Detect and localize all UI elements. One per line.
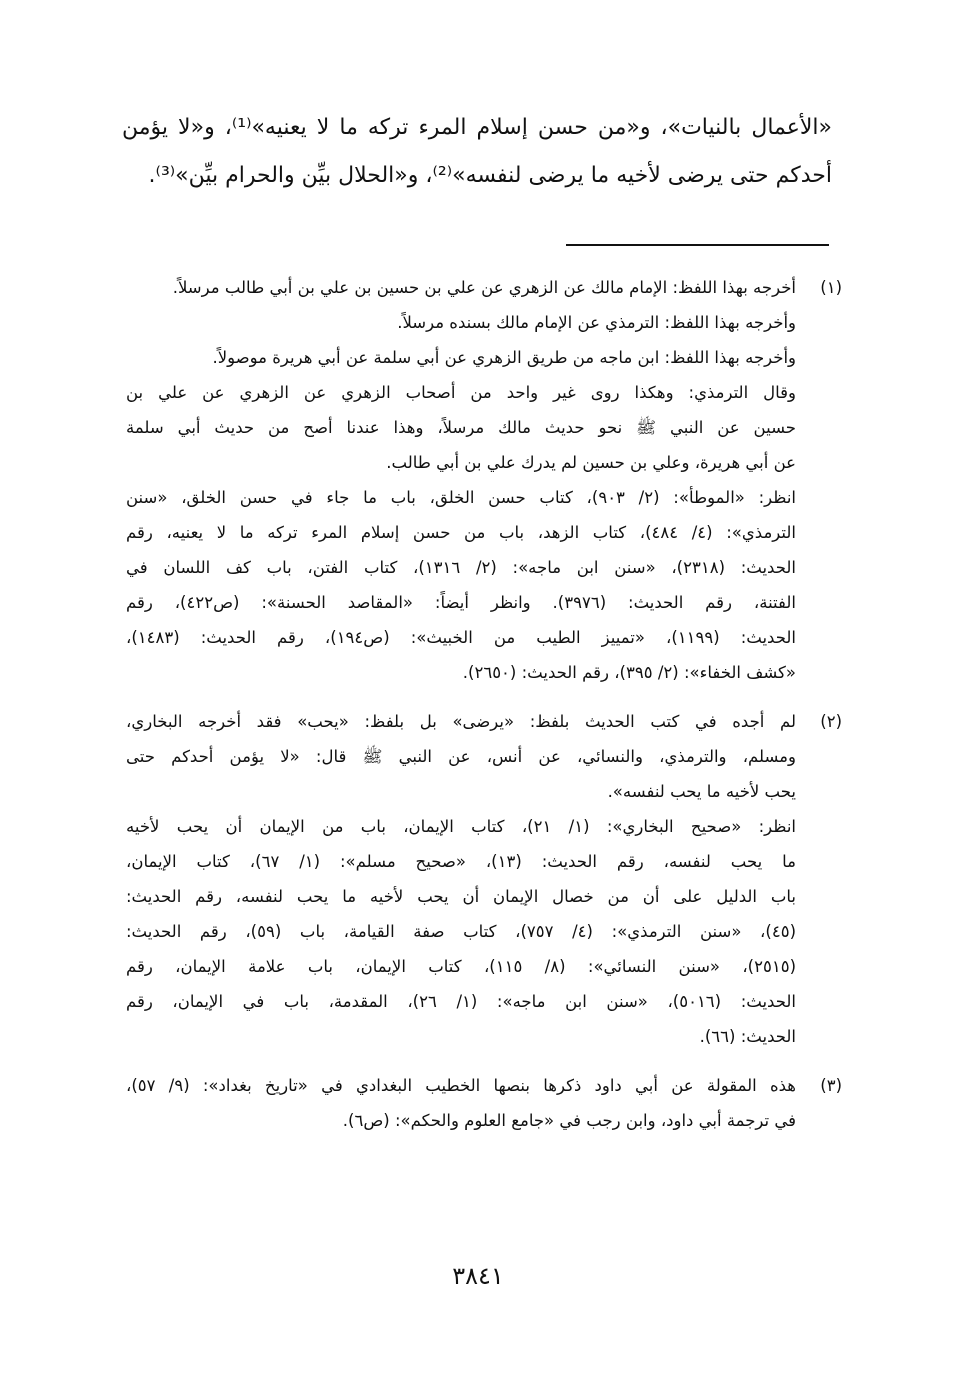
footnote-line: انظر: «صحيح البخاري»: (١/ ٢١)، كتاب الإيمان، باب من الإيمان أن يحب لأخيه <box>126 817 796 836</box>
footnote-line: ومسلم، والترمذي، والنسائي، عن أنس، عن النبي ﷺ قال: «لا يؤمن أحدكم حتى <box>126 747 796 766</box>
footnote-line: أخرجه بهذا اللفظ: الإمام مالك عن الزهري عن علي بن حسين بن علي بن أبي طالب مرسلاً. <box>172 278 796 297</box>
main-text-line: «الأعمال بالنيات»، و«من حسن إسلام المرء تركه ما لا يعنيه»⁽¹⁾، و«لا يؤمن <box>122 115 832 140</box>
footnote-line: (٢٥١٥)، «سنن النسائي»: (٨/ ١١٥)، كتاب الإيمان، باب علامة الإيمان، رقم <box>126 957 797 976</box>
footnote-line: الحديث: (١١٩٩)، «تمييز الطيب من الخبيث»: (ص١٩٤)، رقم الحديث: (١٤٨٣)، <box>126 628 796 647</box>
footnote-line: وأخرجه بهذا اللفظ: ابن ماجه من طريق الزهري عن أبي سلمة عن أبي هريرة موصولاً. <box>212 348 796 367</box>
page-number: ٣٨٤١ <box>452 1262 504 1290</box>
footnote <box>126 1068 842 1138</box>
footnote-number: (٣) <box>820 1076 842 1095</box>
footnote-line: عن أبي هريرة، وعلي بن حسين لم يدرك علي بن أبي طالب. <box>386 453 796 472</box>
footnote-line: الحديث: (٦٦). <box>699 1027 796 1046</box>
footnote <box>126 704 842 1054</box>
footnote-line: هذه المقولة عن أبي داود ذكرها بنصها الخطيب البغدادي في «تاريخ بغداد»: (٩/ ٥٧)، <box>126 1076 796 1095</box>
footnote-line: حسين عن النبي ﷺ نحو حديث مالك مرسلاً، وهذا عندنا أصح من حديث أبي سلمة <box>126 418 796 437</box>
main-text <box>122 104 832 200</box>
footnote-number: (١) <box>820 278 842 297</box>
footnote-line: «كشف الخفاء»: (٢/ ٣٩٥)، رقم الحديث: (٢٦٥٠). <box>462 663 796 682</box>
footnote-line: ما يحب لنفسه، رقم الحديث: (١٣)، «صحيح مسلم»: (١/ ٦٧)، كتاب الإيمان، <box>126 852 796 871</box>
footnote-line: (٤٥)، «سنن الترمذي»: (٤/ ٧٥٧)، كتاب صفة القيامة، باب (٥٩)، رقم الحديث: <box>126 922 796 941</box>
footnote-line: الفتنة، رقم الحديث: (٣٩٧٦). وانظر أيضاً: «المقاصد الحسنة»: (ص٤٢٢)، رقم <box>126 593 796 612</box>
footnote-separator <box>566 244 829 246</box>
footnote-line: انظر: «الموطأ»: (٢/ ٩٠٣)، كتاب حسن الخلق، باب ما جاء في حسن الخلق، «سنن <box>126 488 796 507</box>
footnote-line: الترمذي»: (٤/ ٤٨٤)، كتاب الزهد، باب من حسن إسلام المرء تركه ما لا يعنيه، رقم <box>126 523 796 542</box>
footnote-line: باب الدليل على أن من خصال الإيمان أن يحب لأخيه ما يحب لنفسه، رقم الحديث: <box>126 887 796 906</box>
footnote-number: (٢) <box>820 712 842 731</box>
footnote <box>126 270 842 690</box>
footnote-line: وأخرجه بهذا اللفظ: الترمذي عن الإمام مالك بسنده مرسلاً. <box>397 313 796 332</box>
footnote-line: يحب لأخيه ما يحب لنفسه». <box>607 782 796 801</box>
main-text-line: أحدكم حتى يرضى لأخيه ما يرضى لنفسه»⁽²⁾، و«الحلال بيِّن والحرام بيِّن»⁽³⁾. <box>148 163 832 188</box>
footnote-line: الحديث: (٢٣١٨)، «سنن ابن ماجه»: (٢/ ١٣١٦)، كتاب الفتن، باب كف اللسان في <box>126 558 796 577</box>
footnote-line: في ترجمة أبي داود، وابن رجب في «جامع العلوم والحكم»: (ص٦). <box>342 1111 796 1130</box>
footnote-line: لم أجده في كتب الحديث بلفظ: «يرضى» بل بلفظ: «يحب» فقد أخرجه البخاري، <box>126 712 796 731</box>
footnotes <box>126 270 842 1152</box>
footnote-line: الحديث: (٥٠١٦)، «سنن ابن ماجه»: (١/ ٢٦)، المقدمة، باب في الإيمان، رقم <box>126 992 796 1011</box>
footnote-line: وقال الترمذي: وهكذا روى غير واحد من أصحاب الزهري عن الزهري عن علي بن <box>126 383 796 402</box>
